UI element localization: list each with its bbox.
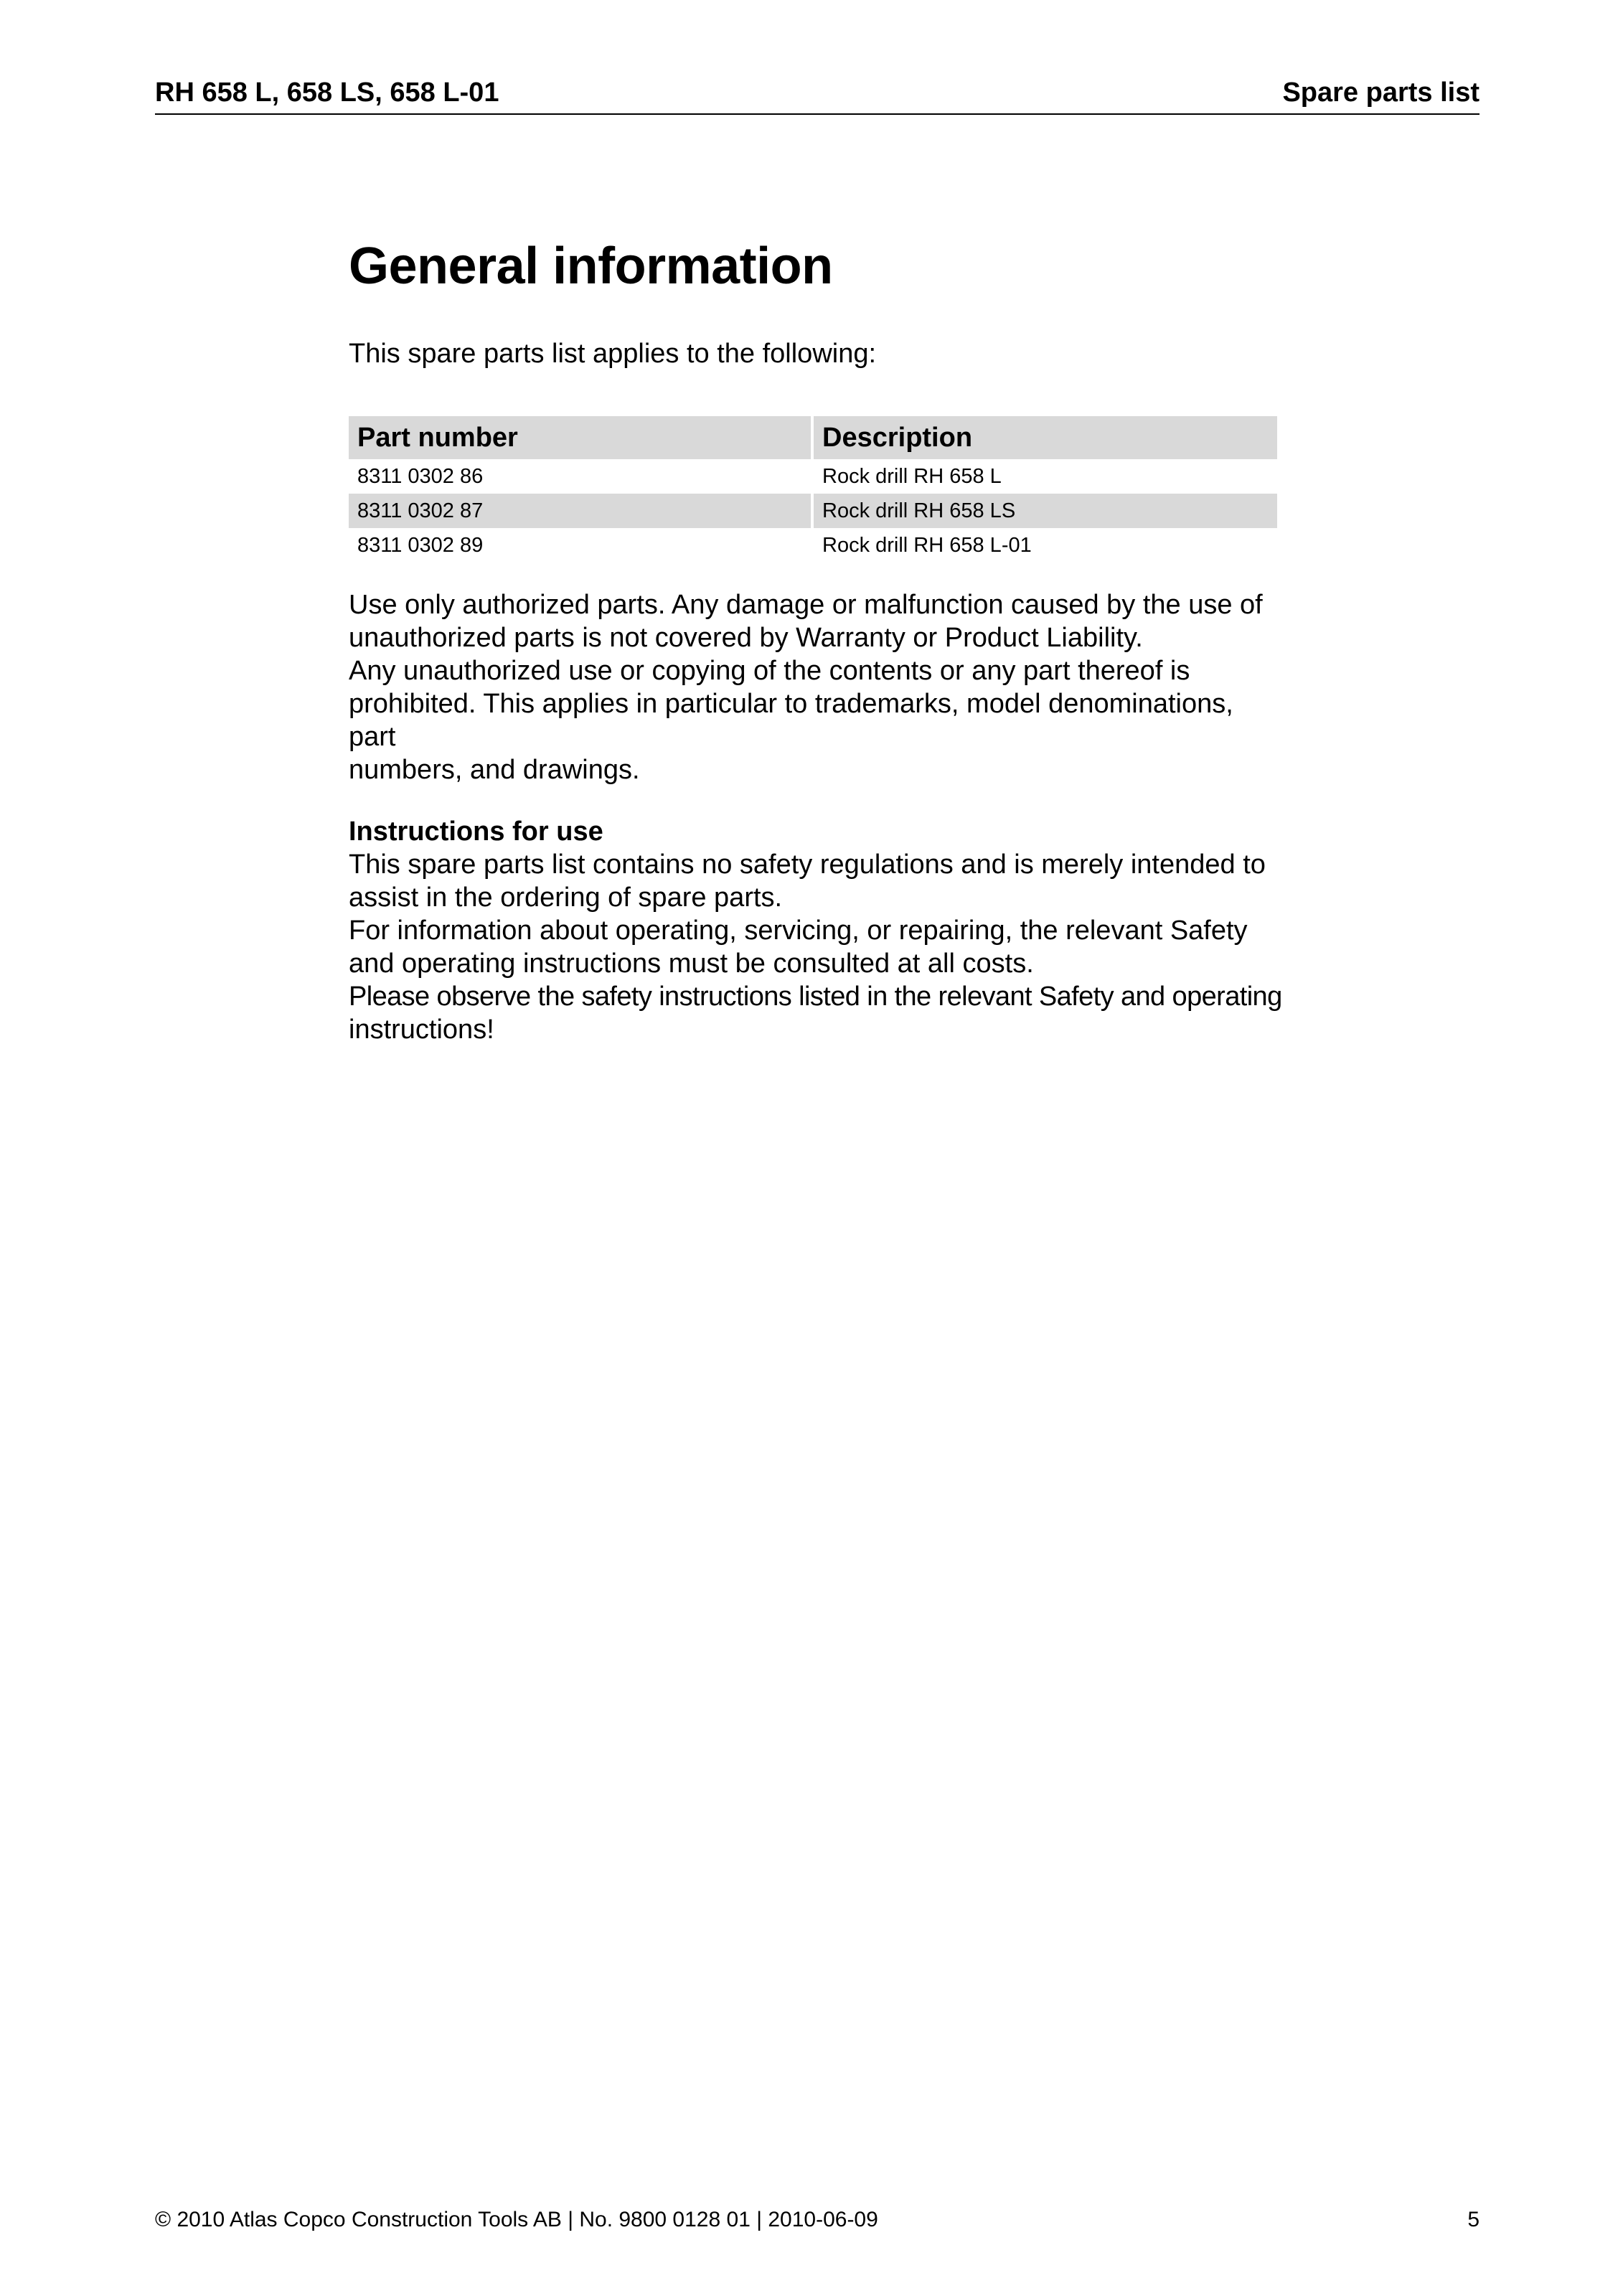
text-line: numbers, and drawings. (349, 755, 640, 785)
description-cell: Rock drill RH 658 L (822, 464, 1002, 488)
text-line: and operating instructions must be consulted at all costs. (349, 949, 1034, 979)
header-model-names: RH 658 L, 658 LS, 658 L-01 (155, 77, 499, 108)
table-row (349, 528, 1277, 563)
text-line: This spare parts list contains no safety regulations and is merely intended to (349, 850, 1266, 880)
header-document-type: Spare parts list (1282, 77, 1479, 108)
warranty-paragraph (349, 588, 1286, 786)
instructions-heading: Instructions for use (349, 817, 603, 847)
text-line: Please observe the safety instructions listed in the relevant Safety and operating (349, 982, 1282, 1012)
part-number-cell: 8311 0302 87 (349, 494, 811, 528)
running-footer (155, 2208, 1479, 2236)
copyright-notice: © 2010 Atlas Copco Construction Tools AB | No. 9800 0128 01 | 2010-06-09 (155, 2208, 878, 2231)
description-cell: Rock drill RH 658 LS (814, 494, 1277, 528)
text-line: Use only authorized parts. Any damage or malfunction caused by the use of (349, 590, 1263, 620)
part-number-cell: 8311 0302 86 (357, 464, 484, 488)
text-line: unauthorized parts is not covered by Warranty or Product Liability. (349, 623, 1143, 653)
table-row (349, 494, 1277, 528)
column-header-part-number: Part number (349, 416, 811, 459)
text-line: For information about operating, servicing, or repairing, the relevant Safety (349, 916, 1248, 946)
text-line: prohibited. This applies in particular to trademarks, model denominations, part (349, 689, 1233, 752)
intro-text: This spare parts list applies to the following: (349, 339, 877, 369)
running-header (155, 77, 1479, 115)
main-content (349, 237, 1286, 1046)
parts-table (346, 416, 1280, 563)
instructions-paragraph (349, 848, 1286, 1046)
table-header-row (349, 416, 1277, 459)
description-cell: Rock drill RH 658 L-01 (822, 533, 1032, 557)
page-number: 5 (1467, 2208, 1479, 2231)
text-line: instructions! (349, 1015, 494, 1045)
text-line: assist in the ordering of spare parts. (349, 883, 783, 913)
column-header-description: Description (814, 416, 1277, 459)
part-number-cell: 8311 0302 89 (357, 533, 484, 557)
text-line: Any unauthorized use or copying of the contents or any part thereof is (349, 656, 1190, 686)
page-title: General information (349, 237, 833, 295)
table-row (349, 459, 1277, 494)
